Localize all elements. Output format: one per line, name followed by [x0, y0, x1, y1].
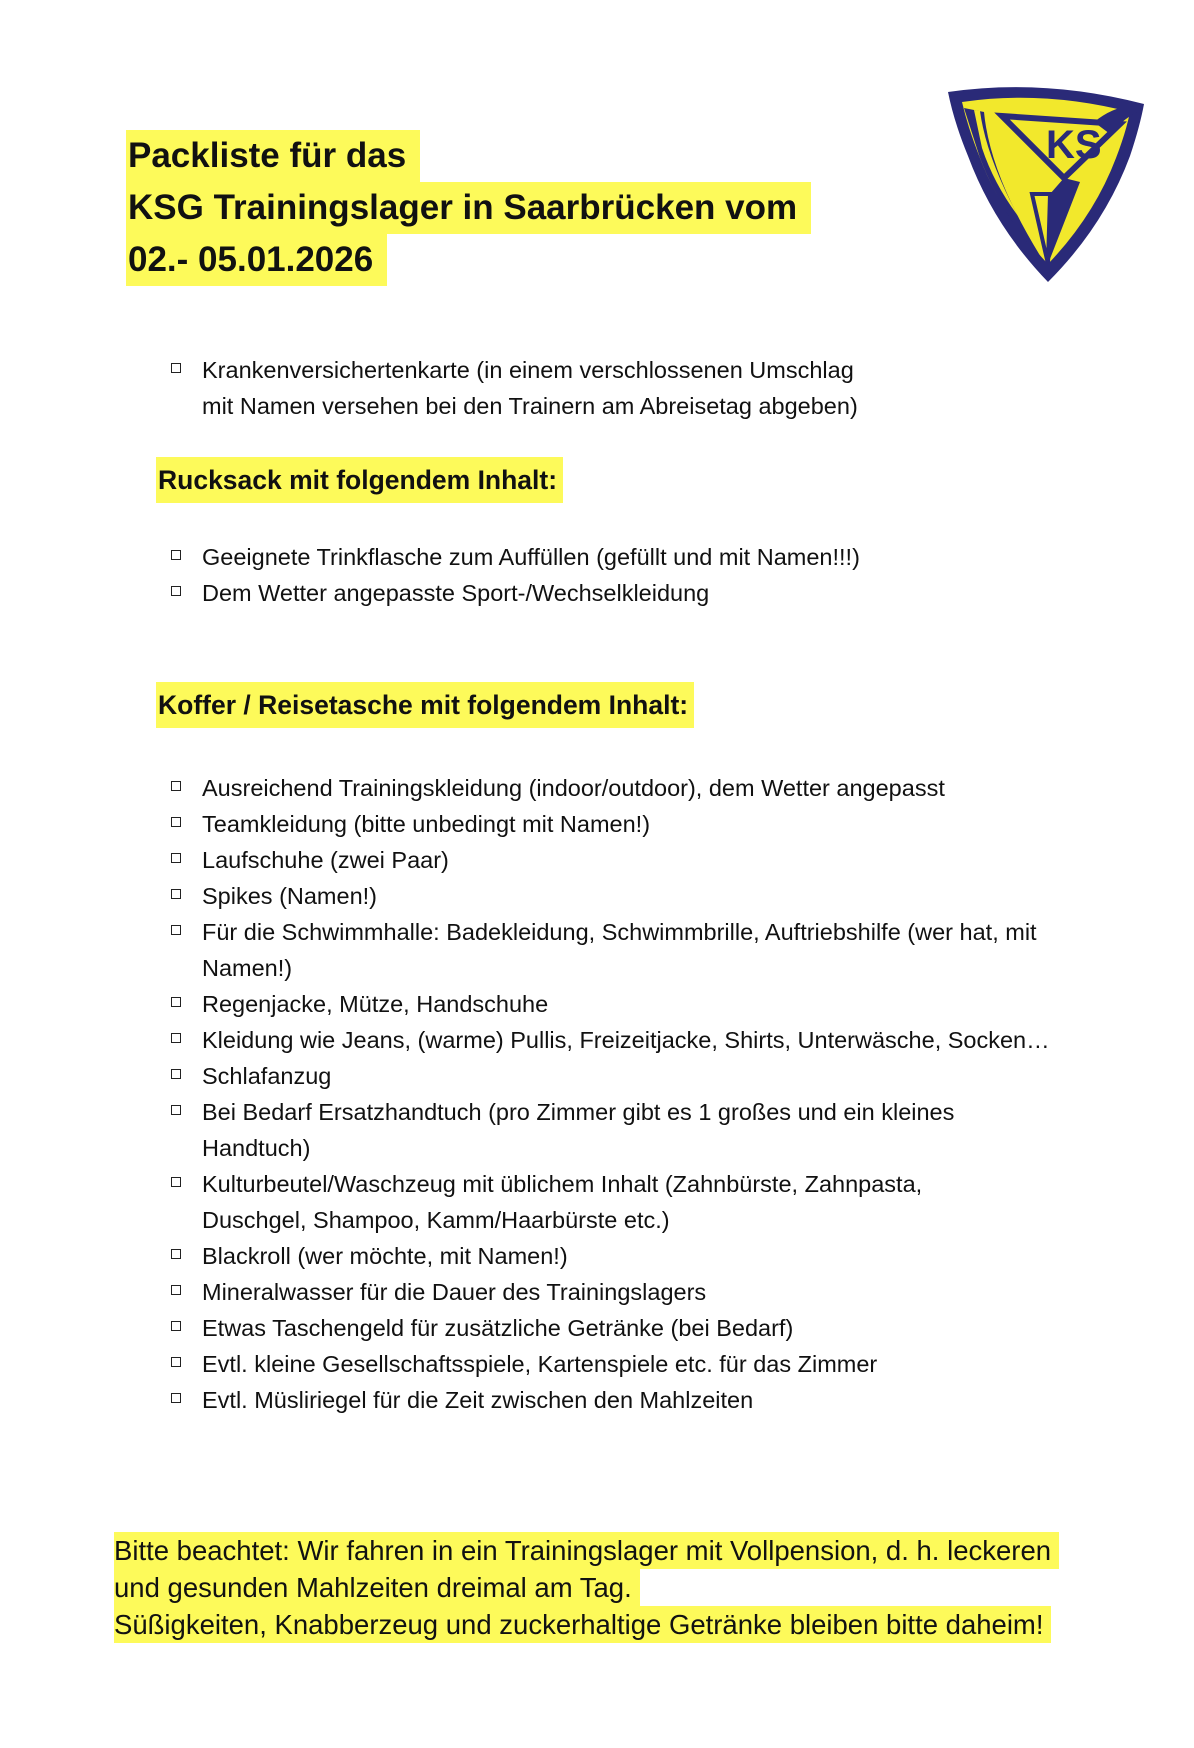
- title-line-3: 02.- 05.01.2026: [126, 234, 387, 286]
- checkbox-icon: [171, 1393, 181, 1403]
- list-item: Blackroll (wer möchte, mit Namen!): [166, 1238, 1050, 1274]
- checkbox-icon: [171, 817, 181, 827]
- checkbox-icon: [171, 1357, 181, 1367]
- section-heading-koffer: Koffer / Reisetasche mit folgendem Inhalt:: [156, 682, 694, 728]
- checkbox-icon: [171, 1249, 181, 1259]
- checkbox-icon: [171, 1069, 181, 1079]
- list-item: Laufschuhe (zwei Paar): [166, 842, 1050, 878]
- list-item: Kulturbeutel/Waschzeug mit üblichem Inhalt (Zahnbürste, Zahnpasta, Duschgel, Shampoo, Kamm/Haarbürste etc.): [166, 1166, 1050, 1238]
- list-item: Ausreichend Trainingskleidung (indoor/outdoor), dem Wetter angepasst: [166, 770, 1050, 806]
- checkbox-icon: [171, 781, 181, 791]
- list-item: Etwas Taschengeld für zusätzliche Getränke (bei Bedarf): [166, 1310, 1050, 1346]
- note-line-2: und gesunden Mahlzeiten dreimal am Tag.: [114, 1569, 640, 1606]
- ksg-logo-icon: [944, 86, 1149, 286]
- checkbox-icon: [171, 889, 181, 899]
- list-item: Evtl. Müsliriegel für die Zeit zwischen den Mahlzeiten: [166, 1382, 1050, 1418]
- note-line-3: Süßigkeiten, Knabberzeug und zuckerhaltige Getränke bleiben bitte daheim!: [114, 1606, 1051, 1643]
- checkbox-icon: [171, 997, 181, 1007]
- checkbox-icon: [171, 1177, 181, 1187]
- checkbox-icon: [171, 925, 181, 935]
- list-item: Schlafanzug: [166, 1058, 1050, 1094]
- section-heading-rucksack: Rucksack mit folgendem Inhalt:: [156, 457, 563, 503]
- koffer-list: [166, 770, 1050, 1418]
- list-item: Evtl. kleine Gesellschaftsspiele, Kartenspiele etc. für das Zimmer: [166, 1346, 1050, 1382]
- checkbox-icon: [171, 363, 181, 373]
- checkbox-icon: [171, 1321, 181, 1331]
- checkbox-icon: [171, 586, 181, 596]
- checkbox-icon: [171, 1105, 181, 1115]
- list-item: Kleidung wie Jeans, (warme) Pullis, Freizeitjacke, Shirts, Unterwäsche, Socken…: [166, 1022, 1050, 1058]
- closing-note: [114, 1532, 1059, 1643]
- checkbox-icon: [171, 550, 181, 560]
- page-title: [126, 130, 811, 286]
- list-item: Mineralwasser für die Dauer des Trainingslagers: [166, 1274, 1050, 1310]
- rucksack-list: [166, 539, 860, 611]
- note-line-1: Bitte beachtet: Wir fahren in ein Trainingslager mit Vollpension, d. h. leckeren: [114, 1532, 1059, 1569]
- list-item: Für die Schwimmhalle: Badekleidung, Schwimmbrille, Auftriebshilfe (wer hat, mit Namen!): [166, 914, 1050, 986]
- logo-text: KS: [1046, 123, 1102, 167]
- title-line-1: Packliste für das: [126, 130, 420, 182]
- list-item: Spikes (Namen!): [166, 878, 1050, 914]
- list-item: Bei Bedarf Ersatzhandtuch (pro Zimmer gibt es 1 großes und ein kleines Handtuch): [166, 1094, 1050, 1166]
- list-item: Dem Wetter angepasste Sport-/Wechselkleidung: [166, 575, 860, 611]
- list-item: Krankenversichertenkarte (in einem verschlossenen Umschlag mit Namen versehen bei den Trainern am Abreisetag abgeben): [166, 352, 858, 424]
- list-item: Geeignete Trinkflasche zum Auffüllen (gefüllt und mit Namen!!!): [166, 539, 860, 575]
- list-item: Regenjacke, Mütze, Handschuhe: [166, 986, 1050, 1022]
- list-item: Teamkleidung (bitte unbedingt mit Namen!): [166, 806, 1050, 842]
- checkbox-icon: [171, 853, 181, 863]
- title-line-2: KSG Trainingslager in Saarbrücken vom: [126, 182, 811, 234]
- checkbox-icon: [171, 1033, 181, 1043]
- intro-list: [166, 352, 858, 424]
- checkbox-icon: [171, 1285, 181, 1295]
